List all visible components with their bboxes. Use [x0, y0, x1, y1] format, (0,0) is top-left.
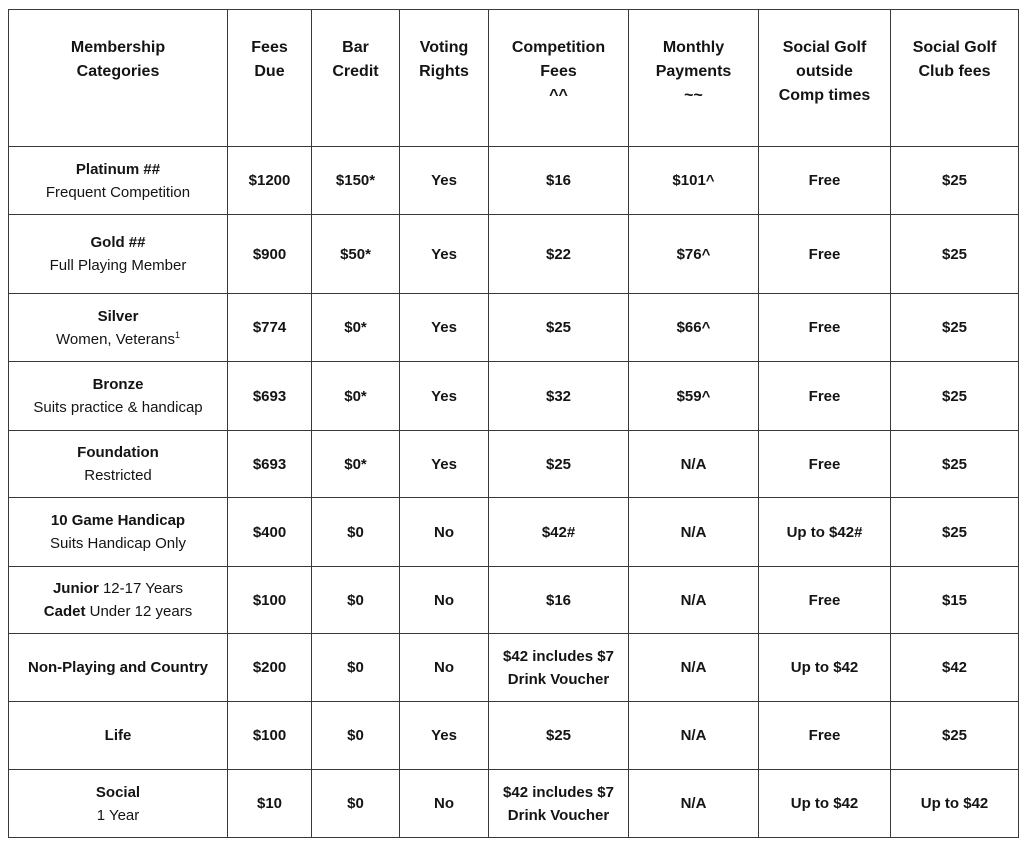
column-header-line: Monthly — [662, 39, 725, 56]
competition-fees-cell: $16 — [489, 567, 629, 634]
social-golf-outside-comp-cell: Free — [759, 431, 891, 498]
monthly-payments-cell: N/A — [629, 567, 759, 634]
voting-rights-cell: No — [400, 567, 489, 634]
column-header-monthly-payments — [629, 10, 759, 147]
header-row — [9, 10, 1019, 147]
monthly-payments-cell: N/A — [629, 498, 759, 567]
column-header-line: Due — [254, 63, 285, 80]
bar-credit-cell: $0 — [312, 702, 400, 770]
competition-fees-cell: $25 — [489, 431, 629, 498]
column-header-line: Social Golf — [782, 39, 867, 56]
membership-category-cell — [9, 215, 228, 294]
monthly-payments-cell: $66^ — [629, 294, 759, 362]
monthly-payments-cell: $59^ — [629, 362, 759, 431]
social-golf-outside-comp-cell: Free — [759, 362, 891, 431]
category-description: 1 Year — [96, 806, 140, 824]
social-golf-club-fees-cell: $15 — [891, 567, 1019, 634]
category-description: Frequent Competition — [45, 183, 191, 201]
voting-rights-cell: Yes — [400, 362, 489, 431]
social-golf-outside-comp-cell: Free — [759, 294, 891, 362]
social-golf-outside-comp-cell: Free — [759, 215, 891, 294]
category-name: 10 Game Handicap — [50, 512, 186, 529]
fees-due-cell: $100 — [228, 567, 312, 634]
voting-rights-cell: Yes — [400, 294, 489, 362]
social-golf-club-fees-cell: $25 — [891, 431, 1019, 498]
table-row — [9, 498, 1019, 567]
voting-rights-cell: Yes — [400, 702, 489, 770]
category-description: Suits practice & handicap — [33, 399, 203, 416]
voting-rights-cell: Yes — [400, 215, 489, 294]
column-header-line: Payments — [655, 63, 732, 80]
membership-category-cell — [9, 770, 228, 838]
column-header-line: Club fees — [918, 63, 991, 80]
membership-category-cell — [9, 634, 228, 702]
voting-rights-cell: Yes — [400, 147, 489, 215]
social-golf-club-fees-cell: $42 — [891, 634, 1019, 702]
category-name: Bronze — [92, 376, 144, 393]
fees-due-cell: $1200 — [228, 147, 312, 215]
voting-rights-cell: Yes — [400, 431, 489, 498]
competition-fees-cell: $42 includes $7 Drink Voucher — [489, 634, 629, 702]
social-golf-club-fees-cell: $25 — [891, 294, 1019, 362]
social-golf-outside-comp-cell: Free — [759, 567, 891, 634]
voting-rights-cell: No — [400, 770, 489, 838]
social-golf-club-fees-cell: $25 — [891, 362, 1019, 431]
column-header-voting-rights — [400, 10, 489, 147]
table-row — [9, 147, 1019, 215]
monthly-payments-cell: N/A — [629, 431, 759, 498]
bar-credit-cell: $150* — [312, 147, 400, 215]
table-row — [9, 634, 1019, 702]
column-header-line: Fees — [540, 63, 577, 80]
category-name: Foundation — [77, 444, 159, 461]
column-header-line: Competition — [511, 39, 606, 56]
competition-fees-cell: $22 — [489, 215, 629, 294]
membership-category-cell — [9, 702, 228, 770]
fees-due-cell: $100 — [228, 702, 312, 770]
column-header-line: Categories — [76, 63, 160, 80]
category-description: 1 — [174, 329, 180, 340]
competition-fees-cell: $32 — [489, 362, 629, 431]
column-header-social-golf-club-fees — [891, 10, 1019, 147]
competition-fees-cell: $25 — [489, 702, 629, 770]
bar-credit-cell: $50* — [312, 215, 400, 294]
fees-due-cell: $774 — [228, 294, 312, 362]
membership-category-cell — [9, 294, 228, 362]
table-row — [9, 702, 1019, 770]
membership-fees-table — [8, 9, 1019, 838]
column-header-competition-fees — [489, 10, 629, 147]
monthly-payments-cell: $76^ — [629, 215, 759, 294]
social-golf-outside-comp-cell: Up to $42# — [759, 498, 891, 567]
table-row — [9, 770, 1019, 838]
category-name: Non-Playing and Country — [28, 659, 208, 676]
column-header-line: Membership — [70, 39, 166, 56]
category-name: Cadet — [43, 603, 86, 620]
column-header-social-golf-outside-comp — [759, 10, 891, 147]
bar-credit-cell: $0 — [312, 498, 400, 567]
competition-fees-cell: $25 — [489, 294, 629, 362]
social-golf-club-fees-cell: $25 — [891, 147, 1019, 215]
category-description: 12-17 Years — [98, 580, 184, 597]
competition-fees-cell: $42 includes $7 Drink Voucher — [489, 770, 629, 838]
column-header-line: Bar — [342, 39, 369, 56]
competition-fees-cell: $16 — [489, 147, 629, 215]
table-row — [9, 431, 1019, 498]
bar-credit-cell: $0 — [312, 567, 400, 634]
category-name: Silver — [97, 307, 139, 325]
membership-category-cell — [9, 567, 228, 634]
category-description: Full Playing Member — [49, 257, 187, 274]
table-row — [9, 215, 1019, 294]
category-description: Suits Handicap Only — [50, 535, 186, 552]
monthly-payments-cell: $101^ — [629, 147, 759, 215]
column-header-line: Social Golf — [912, 39, 997, 56]
fees-due-cell: $400 — [228, 498, 312, 567]
category-name: Platinum ## — [75, 160, 161, 178]
social-golf-outside-comp-cell: Free — [759, 702, 891, 770]
fees-due-cell: $693 — [228, 431, 312, 498]
membership-category-cell — [9, 431, 228, 498]
fees-due-cell: $200 — [228, 634, 312, 702]
bar-credit-cell: $0* — [312, 294, 400, 362]
social-golf-club-fees-cell: Up to $42 — [891, 770, 1019, 838]
social-golf-club-fees-cell: $25 — [891, 702, 1019, 770]
table-row — [9, 294, 1019, 362]
category-description: Restricted — [84, 467, 152, 484]
membership-category-cell — [9, 147, 228, 215]
fees-due-cell: $693 — [228, 362, 312, 431]
social-golf-club-fees-cell: $25 — [891, 498, 1019, 567]
column-header-membership-categories — [9, 10, 228, 147]
competition-fees-cell: $42# — [489, 498, 629, 567]
voting-rights-cell: No — [400, 498, 489, 567]
column-header-line: Fees — [251, 39, 288, 56]
social-golf-outside-comp-cell: Up to $42 — [759, 770, 891, 838]
fees-due-cell: $900 — [228, 215, 312, 294]
category-name: Junior — [52, 580, 99, 597]
fees-due-cell: $10 — [228, 770, 312, 838]
social-golf-club-fees-cell: $25 — [891, 215, 1019, 294]
monthly-payments-cell: N/A — [629, 770, 759, 838]
bar-credit-cell: $0 — [312, 770, 400, 838]
membership-category-cell — [9, 498, 228, 567]
monthly-payments-cell: N/A — [629, 702, 759, 770]
column-header-line: Credit — [332, 63, 379, 80]
column-header-fees-due — [228, 10, 312, 147]
table-row — [9, 362, 1019, 431]
membership-category-cell — [9, 362, 228, 431]
column-header-line: Comp times — [778, 87, 871, 104]
column-header-line: ^^ — [549, 87, 568, 104]
social-golf-outside-comp-cell: Up to $42 — [759, 634, 891, 702]
column-header-line: Rights — [419, 63, 469, 80]
monthly-payments-cell: N/A — [629, 634, 759, 702]
category-name: Social — [95, 783, 141, 801]
social-golf-outside-comp-cell: Free — [759, 147, 891, 215]
column-header-line: outside — [796, 63, 853, 80]
bar-credit-cell: $0* — [312, 362, 400, 431]
category-description: Under 12 years — [85, 603, 193, 620]
voting-rights-cell: No — [400, 634, 489, 702]
bar-credit-cell: $0 — [312, 634, 400, 702]
bar-credit-cell: $0* — [312, 431, 400, 498]
category-description: Women, Veterans — [56, 330, 175, 348]
column-header-bar-credit — [312, 10, 400, 147]
category-name: Gold ## — [90, 234, 146, 251]
table-row — [9, 567, 1019, 634]
category-name: Life — [104, 727, 132, 744]
column-header-line: ~~ — [684, 87, 703, 104]
column-header-line: Voting — [419, 39, 469, 56]
